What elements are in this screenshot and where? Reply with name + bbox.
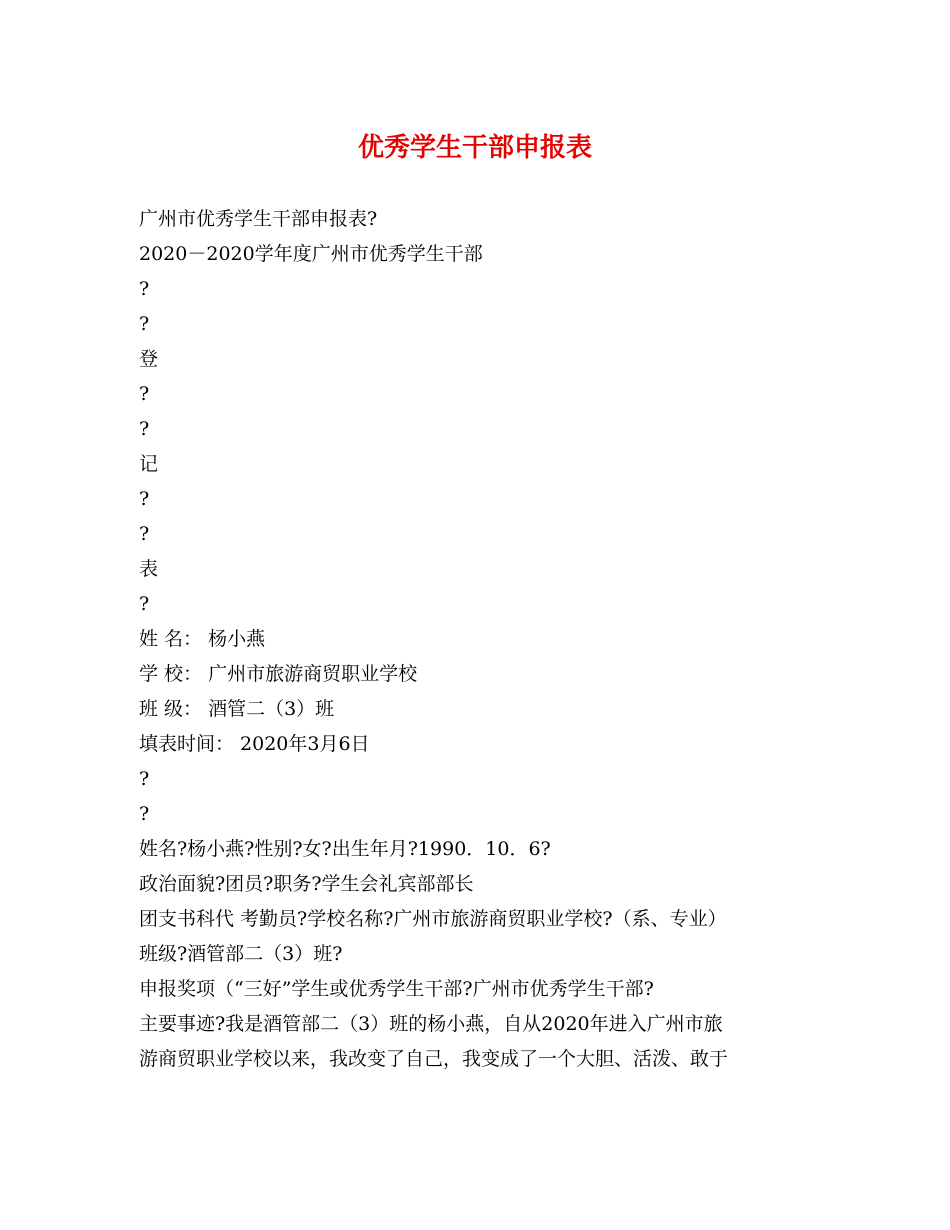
text-line: 班 级： 酒管二（3）班	[139, 698, 335, 720]
document-title: 优秀学生干部申报表	[357, 133, 592, 163]
text-line: 姓名?杨小燕?性别?女?出生年月?1990．10．6?	[139, 838, 551, 860]
text-line: ?	[139, 488, 150, 510]
document-body	[139, 202, 819, 1077]
text-line: 登	[139, 348, 159, 370]
text-line: 填表时间： 2020年3月6日	[139, 733, 370, 755]
text-line: ?	[139, 803, 150, 825]
text-line: 政治面貌?团员?职务?学生会礼宾部部长	[139, 873, 474, 895]
text-line: 游商贸职业学校以来，我改变了自己，我变成了一个大胆、活泼、敢于	[139, 1048, 729, 1070]
text-line: 申报奖项（“三好”学生或优秀学生干部?广州市优秀学生干部?	[139, 978, 654, 1000]
text-line: 主要事迹?我是酒管部二（3）班的杨小燕，自从2020年进入广州市旅	[139, 1013, 723, 1035]
text-line: ?	[139, 768, 150, 790]
text-line: 学 校： 广州市旅游商贸职业学校	[139, 663, 418, 685]
text-line: 团支书科代 考勤员?学校名称?广州市旅游商贸职业学校?（系、专业）	[139, 908, 727, 930]
text-line: 表	[139, 558, 159, 580]
text-line: ?	[139, 593, 150, 615]
text-line: 班级?酒管部二（3）班?	[139, 943, 343, 965]
text-line: ?	[139, 523, 150, 545]
text-line: 记	[139, 453, 159, 475]
text-line: 姓 名： 杨小燕	[139, 628, 266, 650]
text-line: ?	[139, 383, 150, 405]
text-line: ?	[139, 313, 150, 335]
text-line: 2020－2020学年度广州市优秀学生干部	[139, 243, 483, 265]
text-line: 广州市优秀学生干部申报表?	[139, 208, 378, 230]
text-line: ?	[139, 278, 150, 300]
text-line: ?	[139, 418, 150, 440]
